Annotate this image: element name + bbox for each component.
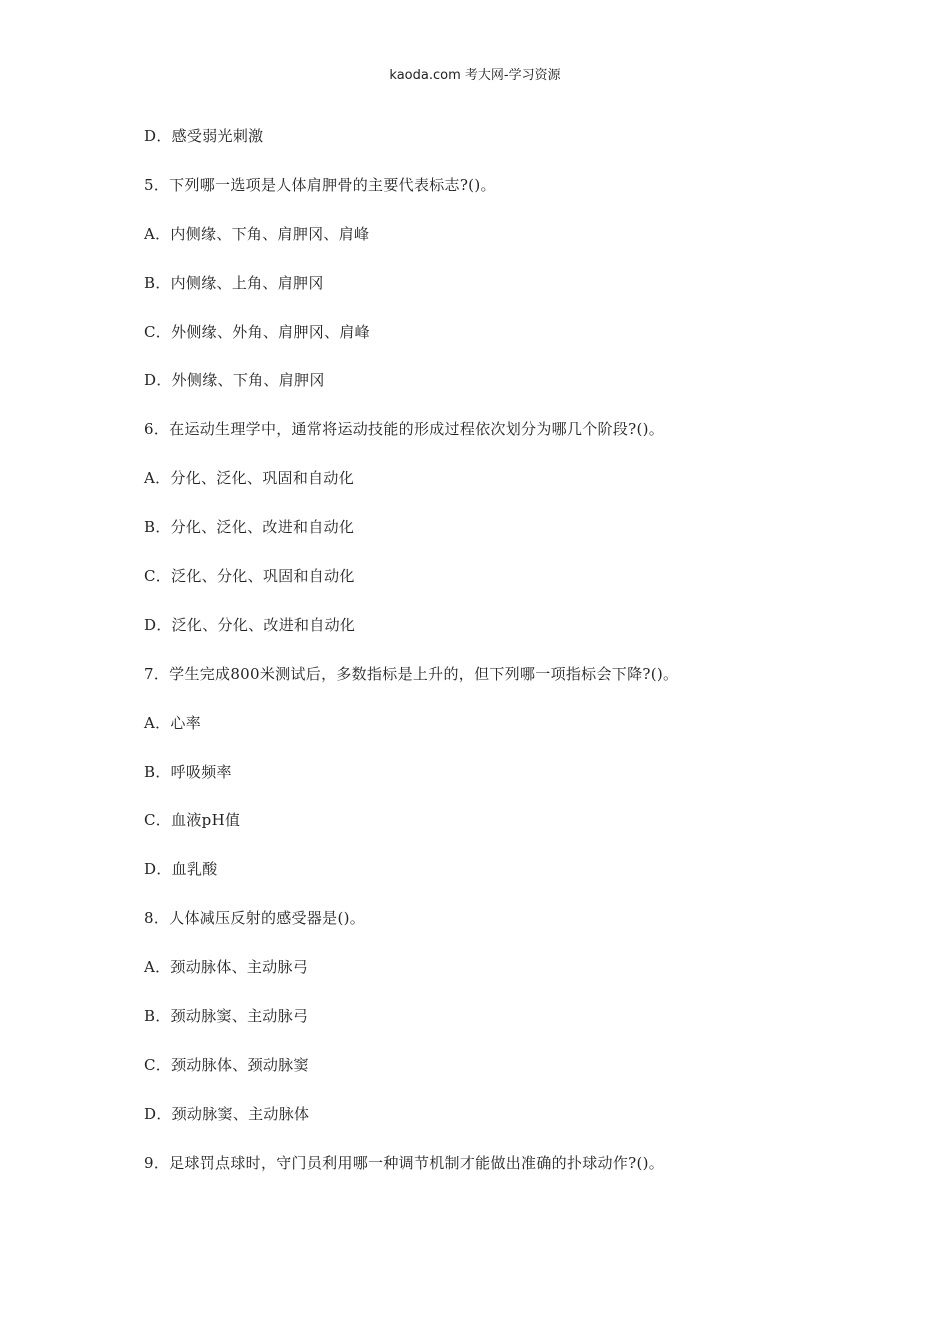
page-header: kaoda.com 考大网-学习资源 (389, 68, 561, 83)
option-8c: C．颈动脉体、颈动脉窦 (144, 1055, 309, 1074)
option-6c: C．泛化、分化、巩固和自动化 (144, 567, 355, 586)
option-4d: D．感受弱光刺激 (144, 127, 264, 145)
option-6a: A．分化、泛化、巩固和自动化 (144, 469, 355, 488)
option-8a: A．颈动脉体、主动脉弓 (144, 958, 309, 977)
option-6d: D．泛化、分化、改进和自动化 (144, 615, 356, 634)
option-7c: C．血液pH值 (144, 811, 241, 830)
option-7d: D．血乳酸 (144, 860, 218, 879)
option-7b: B．呼吸频率 (144, 762, 232, 781)
question-8: 8．人体减压反射的感受器是()。 (144, 909, 366, 928)
question-content (144, 123, 844, 1199)
option-8d: D．颈动脉窦、主动脉体 (144, 1104, 310, 1123)
question-6: 6．在运动生理学中，通常将运动技能的形成过程依次划分为哪几个阶段?()。 (144, 420, 665, 439)
option-7a: A．心率 (144, 713, 202, 732)
question-7: 7．学生完成800米测试后，多数指标是上升的，但下列哪一项指标会下降?()。 (144, 664, 679, 683)
option-5b: B．内侧缘、上角、肩胛冈 (144, 273, 324, 292)
option-8b: B．颈动脉窦、主动脉弓 (144, 1007, 309, 1026)
option-5d: D．外侧缘、下角、肩胛冈 (144, 371, 325, 390)
question-5: 5．下列哪一选项是人体肩胛骨的主要代表标志?()。 (144, 175, 496, 194)
option-5a: A．内侧缘、下角、肩胛冈、肩峰 (144, 224, 370, 243)
option-5c: C．外侧缘、外角、肩胛冈、肩峰 (144, 322, 370, 341)
question-9: 9．足球罚点球时，守门员利用哪一种调节机制才能做出准确的扑球动作?()。 (144, 1153, 665, 1172)
option-6b: B．分化、泛化、改进和自动化 (144, 518, 355, 537)
